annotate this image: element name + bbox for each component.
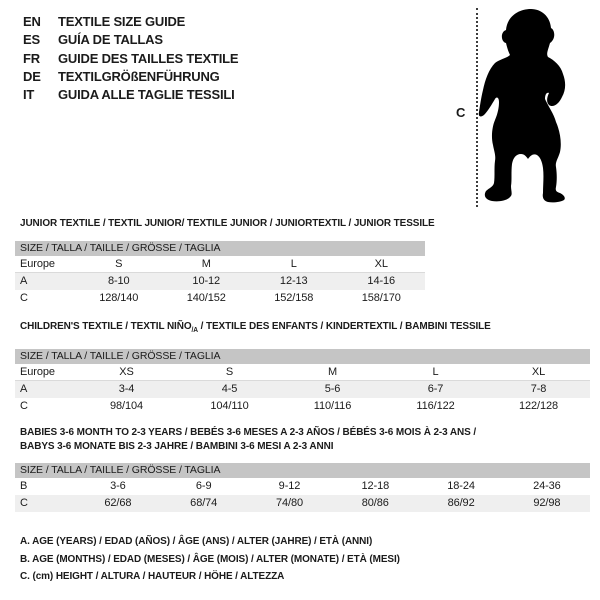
table-size-header: SIZE / TALLA / TAILLE / GRÖSSE / TAGLIA: [15, 463, 590, 478]
size-cell: M: [201, 258, 211, 270]
footnote-line: C. (cm) HEIGHT / ALTURA / HAUTEUR / HÖHE / ALTEZZA: [20, 570, 285, 583]
language-code: IT: [23, 87, 35, 103]
size-table: [15, 463, 590, 512]
language-line: [23, 86, 238, 104]
row-label: A: [20, 383, 28, 396]
value-cell: 104/110: [210, 400, 249, 413]
footnote-line: B. AGE (MONTHS) / EDAD (MESES) / ÂGE (MOIS) / ALTER (MONATE) / ETÀ (MESI): [20, 552, 400, 565]
language-title: GUIDE DES TAILLES TEXTILE: [58, 50, 239, 66]
table-row: [15, 495, 590, 512]
value-cell: 10-12: [192, 275, 221, 287]
value-cell: 6-9: [195, 480, 212, 492]
value-cell: 62/68: [104, 497, 132, 509]
language-line: [23, 31, 238, 49]
value-cell: 14-16: [367, 275, 396, 287]
table-row: [15, 478, 590, 495]
table-size-header: SIZE / TALLA / TAILLE / GRÖSSE / TAGLIA: [15, 241, 425, 256]
size-table: [15, 241, 425, 307]
value-cell: 68/74: [190, 497, 218, 509]
value-cell: 74/80: [275, 497, 303, 509]
size-table: [15, 349, 590, 415]
value-cell: 5-6: [324, 383, 341, 396]
language-line: [23, 13, 238, 31]
table-row: [15, 273, 425, 290]
value-cell: 6-7: [427, 383, 444, 396]
value-cell: 116/122: [416, 400, 455, 413]
value-cell: 92/98: [533, 497, 561, 509]
value-cell: 12-13: [279, 275, 308, 287]
row-label: A: [20, 275, 28, 287]
baby-silhouette-path: [479, 9, 565, 202]
value-cell: 128/140: [99, 292, 139, 304]
language-title: GUIDA ALLE TAGLIE TESSILI: [58, 87, 235, 103]
value-cell: 158/170: [361, 292, 401, 304]
value-cell: 80/86: [361, 497, 389, 509]
value-cell: 3-4: [118, 383, 135, 396]
size-cell: XL: [531, 366, 546, 379]
section-babies-textile: [15, 425, 590, 512]
footnotes: [20, 533, 400, 586]
language-code: EN: [23, 14, 41, 29]
section-title-line: BABIES 3-6 MONTH TO 2-3 YEARS / BEBÉS 3-6 MESES A 2-3 AÑOS / BÉBÉS 3-6 MOIS À 2-3 ANS /: [20, 426, 477, 438]
footnote-line: A. AGE (YEARS) / EDAD (AÑOS) / ÂGE (ANS) / ALTER (JAHRE) / ETÀ (ANNI): [20, 535, 373, 547]
size-cell: L: [432, 366, 439, 379]
table-row: [15, 290, 425, 307]
section-title-line: JUNIOR TEXTILE / TEXTIL JUNIOR/ TEXTILE JUNIOR / JUNIORTEXTIL / JUNIOR TESSILE: [20, 217, 435, 229]
size-cell: XS: [119, 366, 134, 379]
table-row: [15, 398, 590, 415]
language-title: GUÍA DE TALLAS: [58, 32, 163, 48]
value-cell: 9-12: [278, 480, 301, 492]
language-line: [23, 68, 238, 86]
language-code: FR: [23, 50, 40, 66]
value-cell: 18-24: [447, 480, 475, 492]
section-title-line: BABYS 3-6 MONATE BIS 2-3 JAHRE / BAMBINI 3-6 MESI A 2-3 ANNI: [20, 440, 334, 452]
row-label: C: [20, 497, 28, 509]
value-cell: 3-6: [110, 480, 126, 492]
value-cell: 4-5: [221, 383, 238, 396]
value-cell: 8-10: [107, 275, 130, 287]
value-cell: 140/152: [186, 292, 226, 304]
table-row: [15, 381, 590, 398]
baby-silhouette-image: [450, 0, 600, 215]
section-title: CHILDREN'S TEXTILE / TEXTIL $NIÑO_{/A}$ / TEXTILE DES ENFANTS / KINDERTEXTIL / BAMBINI TESSILE: [20, 320, 491, 335]
value-cell: 122/128: [518, 400, 559, 413]
section-title: [20, 216, 562, 230]
language-list: [23, 13, 238, 104]
size-cell: S: [115, 258, 123, 270]
language-code: ES: [23, 32, 40, 48]
value-cell: 110/116: [313, 400, 352, 413]
row-label: C: [20, 400, 28, 413]
value-cell: 24-36: [533, 480, 561, 492]
size-cell: XL: [374, 258, 388, 270]
language-title: TEXTILE SIZE GUIDE: [58, 14, 186, 29]
value-cell: 98/104: [109, 400, 144, 413]
value-cell: 86/92: [447, 497, 475, 509]
value-cell: 152/158: [274, 292, 314, 304]
language-line: [23, 50, 238, 68]
height-measure-label: C: [456, 105, 466, 120]
region-label: Europe: [20, 366, 55, 379]
row-label: B: [20, 480, 28, 492]
row-label: C: [20, 292, 28, 304]
value-cell: 7-8: [530, 383, 547, 396]
section-childrens-textile: [15, 319, 590, 415]
language-title: TEXTILGRÖßENFÜHRUNG: [58, 68, 220, 84]
height-measure-line: [476, 8, 478, 207]
table-size-header: SIZE / TALLA / TAILLE / GRÖSSE / TAGLIA: [15, 349, 590, 364]
section-junior-textile: [15, 216, 590, 307]
section-title: [20, 425, 562, 453]
size-cell: S: [225, 366, 234, 379]
language-code: DE: [23, 68, 41, 84]
size-cell: L: [290, 258, 297, 270]
table-sizes-row: [15, 256, 425, 273]
size-cell: M: [327, 366, 338, 379]
table-sizes-row: [15, 364, 590, 381]
region-label: Europe: [20, 258, 55, 270]
value-cell: 12-18: [361, 480, 390, 492]
